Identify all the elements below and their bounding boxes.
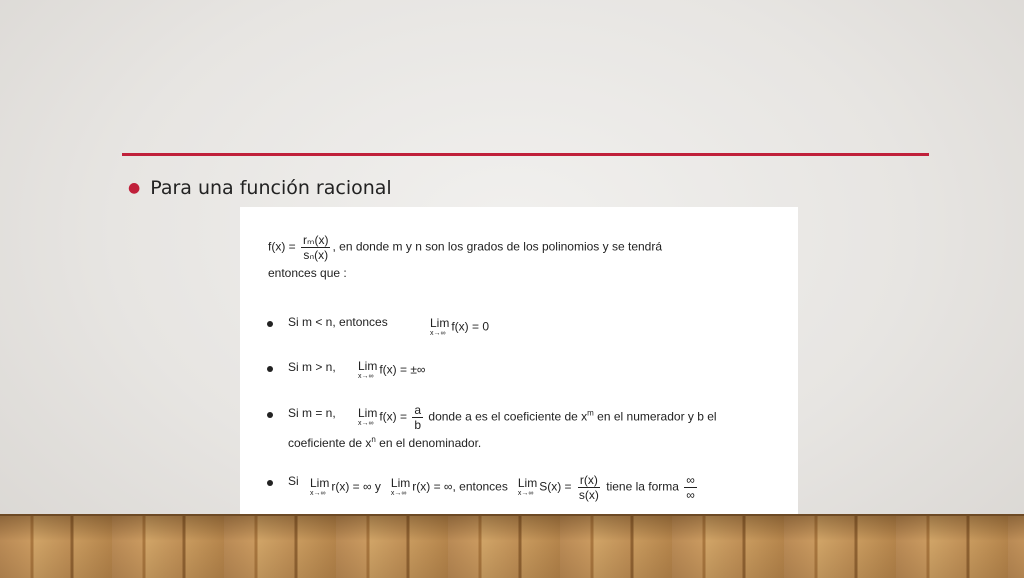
bullet-item — [128, 177, 392, 199]
case3-line-2 — [288, 435, 481, 450]
case1-expr: f(x) = 0 — [451, 319, 490, 334]
case3-lim: Lim — [358, 406, 378, 420]
case1-lim: Lim — [430, 316, 450, 330]
bullet-text: Para una función racional — [150, 177, 392, 199]
case1-text: Si m < n, entonces — [288, 315, 388, 329]
case4-expr2: r(x) = ∞, entonces — [412, 479, 508, 494]
case3-line2-text: coeficiente de x — [288, 436, 372, 450]
case3-den: b — [414, 418, 422, 432]
intro-text: , en donde m y n son los grados de los polinomios y se tendrá — [332, 239, 663, 254]
case4-form-den: ∞ — [686, 488, 695, 502]
case1-bullet-icon — [267, 321, 273, 327]
case4-form-fraction — [684, 473, 697, 502]
case3-sup-n: n — [371, 435, 376, 444]
case3-tail: donde a es el coeficiente de x — [428, 409, 588, 424]
intro-fx: f(x) = — [268, 239, 296, 254]
formula-image-panel — [240, 207, 798, 514]
intro-line — [268, 233, 662, 262]
case4-expr3: S(x) = — [539, 479, 572, 494]
case1-formula — [430, 317, 489, 338]
bullet-dot-icon: ● — [128, 180, 141, 196]
case4-lim1-sub: x→∞ — [310, 490, 326, 497]
intro-fraction — [301, 233, 330, 262]
case2-bullet-icon — [267, 366, 273, 372]
case1-lim-sub: x→∞ — [430, 330, 446, 337]
case4-si: Si — [288, 474, 299, 488]
case2-lim-sub: x→∞ — [358, 373, 374, 380]
title-divider — [122, 153, 929, 156]
case3-lim-sub: x→∞ — [358, 420, 374, 427]
intro-num: rₘ(x) — [303, 233, 329, 247]
case4-expr1: r(x) = ∞ y — [331, 479, 381, 494]
case4-tail: tiene la forma — [606, 479, 679, 494]
case3-bullet-icon — [267, 412, 273, 418]
case4-num: r(x) — [579, 473, 598, 487]
case3-expr: f(x) = — [379, 409, 408, 424]
case2-lim: Lim — [358, 359, 378, 373]
case3-formula — [358, 403, 717, 432]
case3-text: Si m = n, — [288, 406, 336, 420]
wood-floor-decoration — [0, 514, 1024, 578]
case4-lim3-sub: x→∞ — [517, 490, 534, 497]
case4-lim3: Lim — [517, 476, 538, 490]
case4-lim1: Lim — [310, 476, 330, 490]
case4-formula — [310, 473, 699, 502]
case4-den: s(x) — [578, 488, 599, 502]
case4-lim2-sub: x→∞ — [390, 490, 407, 497]
case3-sup-m: m — [587, 408, 594, 418]
intro-den: sₙ(x) — [303, 248, 329, 262]
case3-tail2: en el numerador y b el — [593, 409, 717, 424]
case4-fraction — [577, 473, 601, 502]
case4-form-num: ∞ — [686, 473, 695, 487]
case2-text: Si m > n, — [288, 360, 336, 374]
case4-bullet-icon — [267, 480, 273, 486]
case3-num: a — [414, 403, 422, 417]
intro-line-2: entonces que : — [268, 266, 347, 280]
case3-fraction — [412, 403, 423, 432]
case2-expr: f(x) = ±∞ — [379, 362, 426, 377]
case4-lim2: Lim — [390, 476, 411, 490]
case2-formula — [358, 360, 426, 381]
case3-line2b: en el denominador. — [375, 436, 482, 450]
